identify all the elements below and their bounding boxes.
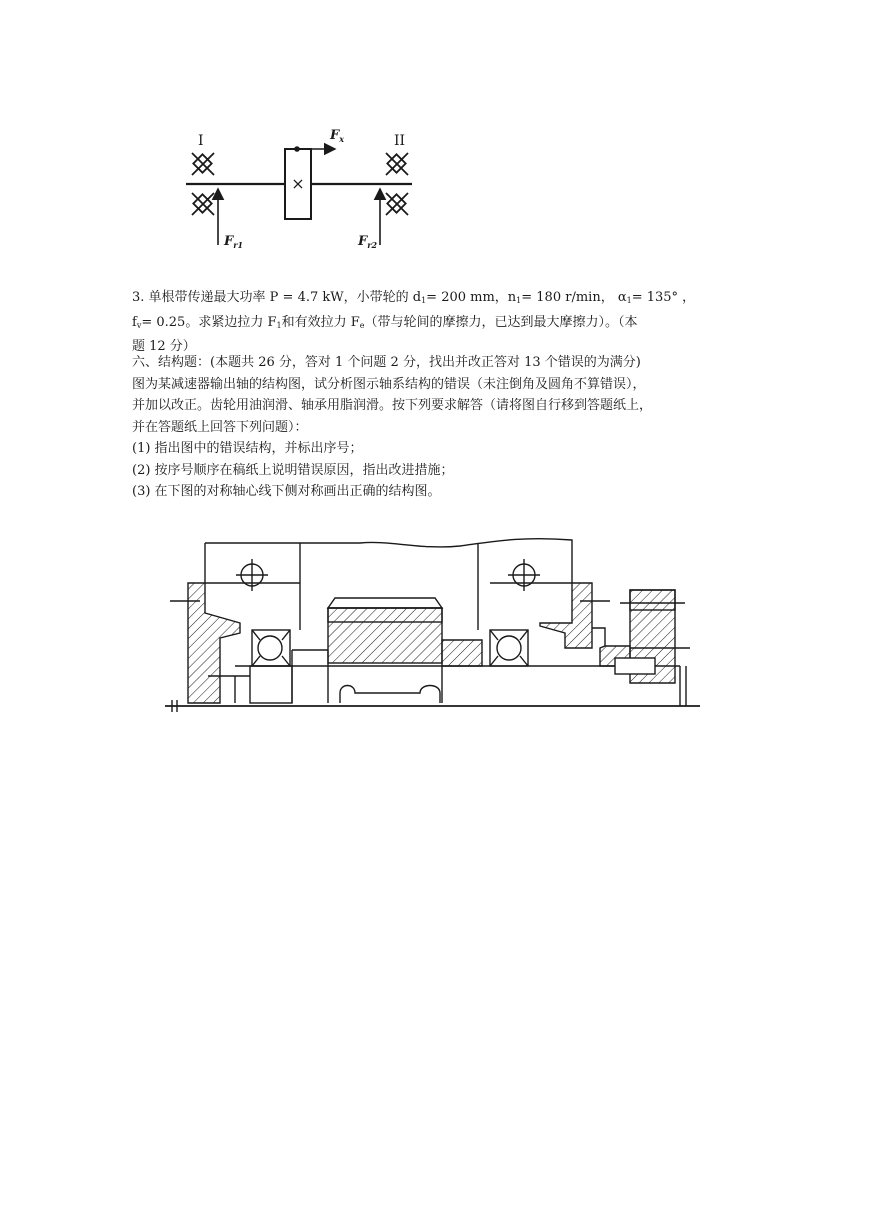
question-3 xyxy=(132,287,752,358)
question-3-line-1: 3. 单根带传递最大功率 P = 4.7 kW，小带轮的 $d_1= 200$ mm，$n_1= 180$ r/min， $\alpha_1= 135^\circ$ ， xyxy=(132,290,696,305)
gear-cross-icon: × xyxy=(291,174,305,193)
shaft-force-diagram xyxy=(180,125,420,255)
shaft-structure-drawing xyxy=(160,528,710,718)
question-3-line-2: $f_v= 0.25$。求紧边拉力 $F_1$和有效拉力 $F_e$（带与轮间的摩擦力，已达到最大摩擦力）。（本 xyxy=(132,314,638,330)
section-6-heading: 六、结构题：(本题共 26 分，答对 1 个问题 2 分，找出并改正答对 13 个错误的为满分) xyxy=(132,355,641,370)
question-3-line-3: 题 12 分） xyxy=(132,339,196,354)
force-r1-label: $F_{r1}$ xyxy=(224,234,244,250)
section-6-intro-2: 并加以改正。齿轮用油润滑、轴承用脂润滑。按下列要求解答（请将图自行移到答题纸上， xyxy=(132,398,653,413)
shaft-structure-svg xyxy=(160,528,710,718)
section-6-item-3: (3) 在下图的对称轴心线下侧对称画出正确的结构图。 xyxy=(132,484,441,499)
force-r2-label: $F_{r2}$ xyxy=(358,234,378,250)
shaft-force-diagram-svg xyxy=(180,125,420,255)
section-6-item-1: (1) 指出图中的错误结构，并标出序号； xyxy=(132,441,363,456)
label-I: I xyxy=(198,133,204,149)
section-6-intro-3: 并在答题纸上回答下列问题）： xyxy=(132,419,308,435)
section-6-item-2: (2) 按序号顺序在稿纸上说明错误原因，指出改进措施； xyxy=(132,462,454,478)
label-II: II xyxy=(394,133,406,149)
force-x-label: $F_x$ xyxy=(330,128,345,144)
section-6-intro-1: 图为某减速器输出轴的结构图，试分析图示轴系结构的错误（未注倒角及圆角不算错误）， xyxy=(132,376,646,392)
section-6 xyxy=(132,352,752,503)
